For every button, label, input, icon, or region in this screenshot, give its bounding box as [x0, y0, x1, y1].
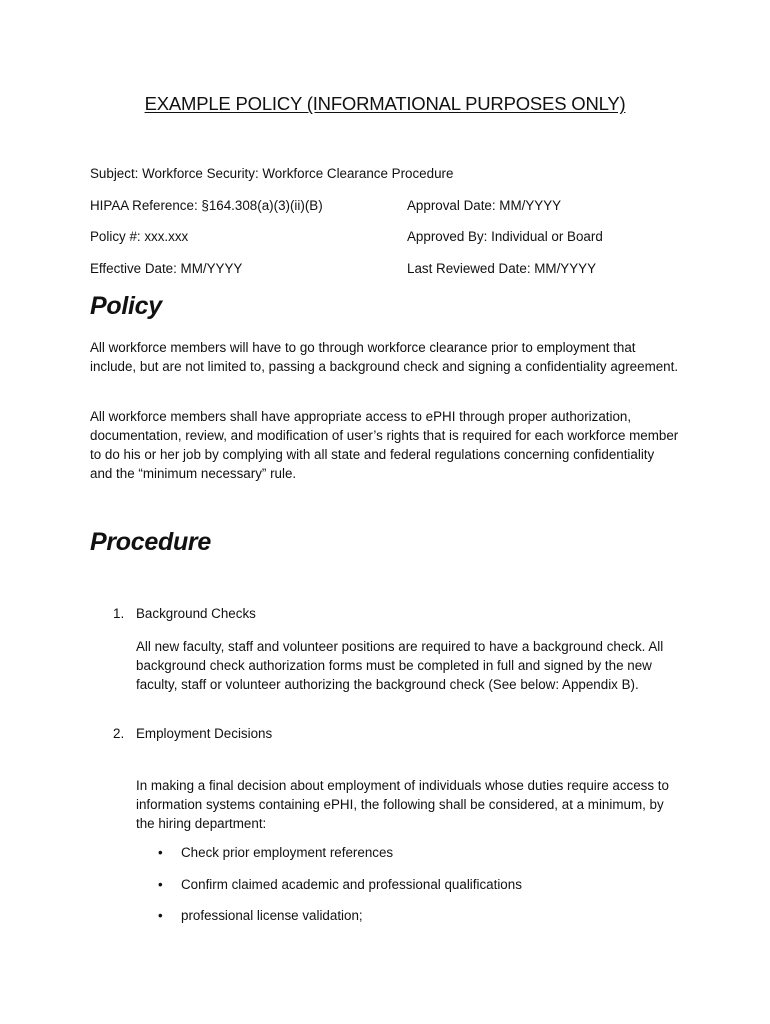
- approval-date: Approval Date: MM/YYYY: [407, 198, 562, 213]
- list-item-label: Background Checks: [136, 606, 256, 621]
- list-number: 1.: [113, 606, 125, 621]
- list-item-text: In making a final decision about employment of individuals whose duties require access to information systems containing ePHI, the following shall be considered, at a minimum, by the hiring department:: [136, 778, 669, 831]
- policy-paragraph: All workforce members shall have appropriate access to ePHI through proper authorization, documentation, review, and modification of user’s rights that is required for each workforce member to do his or her job by complying with all state and federal regulations concerning confidentiality and the “minimum necessary” rule.: [90, 409, 679, 481]
- subject-line: Subject: Workforce Security: Workforce Clearance Procedure: [90, 166, 454, 181]
- bullet-icon: •: [158, 908, 163, 923]
- bullet-icon: •: [158, 845, 163, 860]
- policy-number: Policy #: xxx.xxx: [90, 229, 189, 244]
- effective-date: Effective Date: MM/YYYY: [90, 261, 243, 276]
- policy-heading: Policy: [90, 292, 162, 320]
- bullet-icon: •: [158, 877, 163, 892]
- list-item-text: All new faculty, staff and volunteer positions are required to have a background check. All background check authorization forms must be completed in full and signed by the new faculty, staff or volunteer authorizing the background check (See below: Appendix B).: [136, 639, 664, 692]
- list-number: 2.: [113, 726, 125, 741]
- approved-by: Approved By: Individual or Board: [407, 229, 603, 244]
- last-reviewed-date: Last Reviewed Date: MM/YYYY: [407, 261, 597, 276]
- bullet-item: Check prior employment references: [181, 845, 394, 860]
- bullet-item: Confirm claimed academic and professional qualifications: [181, 877, 522, 892]
- document-title: EXAMPLE POLICY (INFORMATIONAL PURPOSES ONLY): [144, 93, 626, 114]
- bullet-item: professional license validation;: [181, 908, 363, 923]
- policy-paragraph: All workforce members will have to go through workforce clearance prior to employment that include, but are not limited to, passing a background check and signing a confidentiality agreement.: [90, 340, 679, 374]
- hipaa-reference: HIPAA Reference: §164.308(a)(3)(ii)(B): [90, 198, 323, 213]
- procedure-heading: Procedure: [90, 528, 211, 556]
- list-item-label: Employment Decisions: [136, 726, 273, 741]
